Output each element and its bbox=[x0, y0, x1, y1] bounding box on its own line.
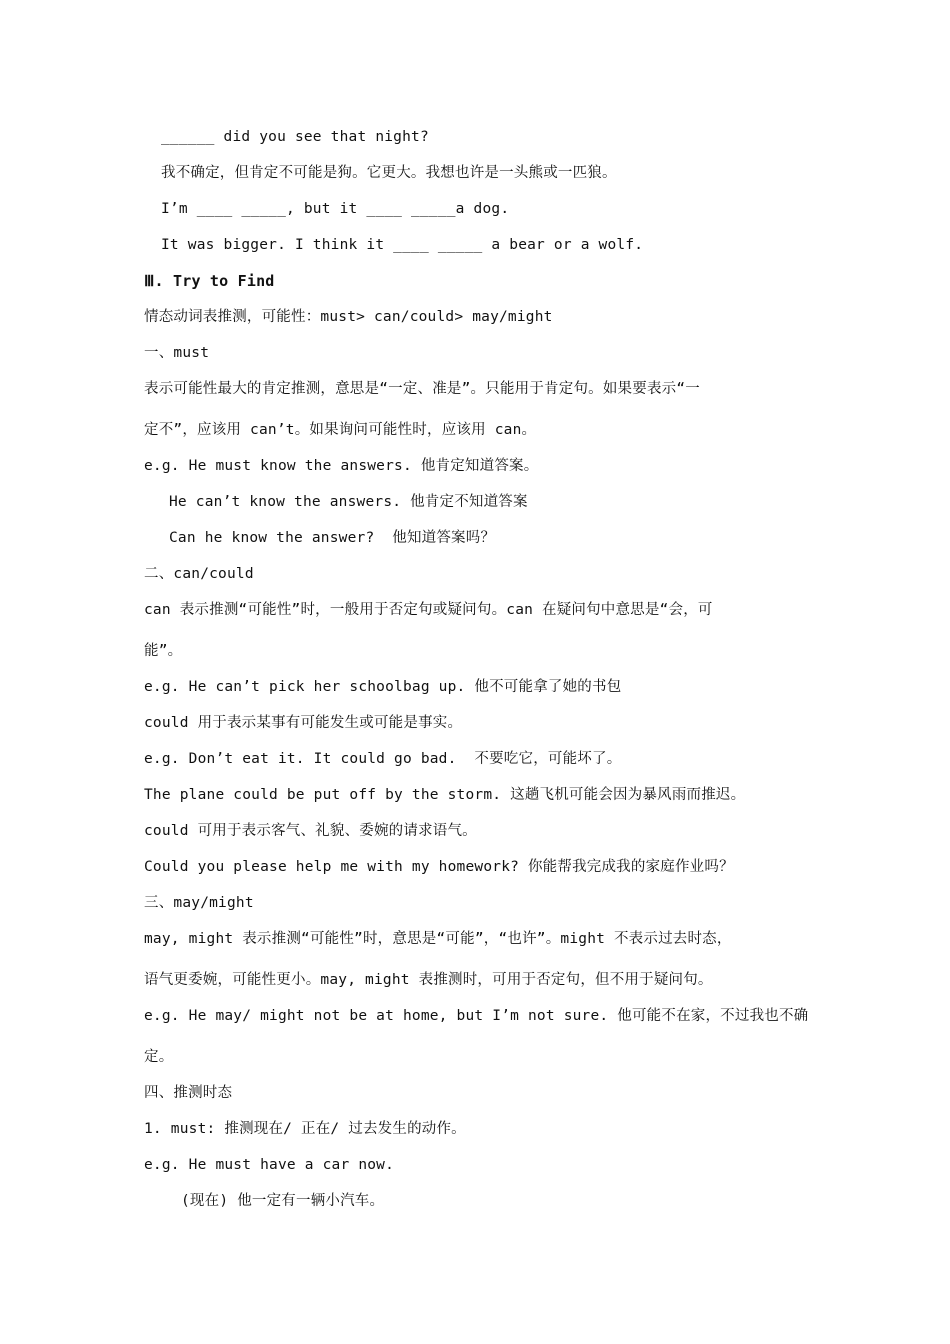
exercise-line-blank-1: I’m ____ _____, but it ____ _____a dog. bbox=[161, 201, 510, 217]
exercise-line-chinese: 我不确定，但肯定不可能是狗。它更大。我想也许是一头熊或一匹狼。 bbox=[161, 165, 617, 181]
subheading-must: 一、must bbox=[144, 345, 210, 361]
paragraph-line: 定不”，应该用 can’t。如果询问可能性时，应该用 can。 bbox=[144, 422, 537, 438]
example-line: 定。 bbox=[144, 1049, 174, 1065]
paragraph-line: could 用于表示某事有可能发生或可能是事实。 bbox=[144, 715, 463, 731]
example-line: Can he know the answer? 他知道答案吗？ bbox=[169, 530, 496, 546]
section-heading: Ⅲ. Try to Find bbox=[144, 272, 275, 290]
example-line: e.g. He must know the answers. 他肯定知道答案。 bbox=[144, 458, 539, 474]
exercise-line-question: ______ did you see that night? bbox=[161, 129, 429, 145]
example-line: Could you please help me with my homework? 你能帮我完成我的家庭作业吗？ bbox=[144, 859, 734, 875]
example-line: e.g. He may/ might not be at home, but I’m not sure. 他可能不在家，不过我也不确 bbox=[144, 1008, 809, 1024]
subheading-tense: 四、推测时态 bbox=[144, 1085, 233, 1101]
example-line: He can’t know the answers. 他肯定不知道答案 bbox=[169, 494, 528, 510]
example-line: e.g. He can’t pick her schoolbag up. 他不可能拿了她的书包 bbox=[144, 679, 622, 695]
list-item: 1. must: 推测现在/ 正在/ 过去发生的动作。 bbox=[144, 1121, 466, 1137]
paragraph-line: 能”。 bbox=[144, 643, 183, 659]
paragraph-line: can 表示推测“可能性”时，一般用于否定句或疑问句。can 在疑问句中意思是“会，可 bbox=[144, 602, 713, 618]
paragraph-line: could 可用于表示客气、礼貌、委婉的请求语气。 bbox=[144, 823, 477, 839]
subheading-may-might: 三、may/might bbox=[144, 895, 254, 911]
paragraph-line: 表示可能性最大的肯定推测，意思是“一定、准是”。只能用于肯定句。如果要表示“一 bbox=[144, 381, 700, 397]
example-line: (现在) 他一定有一辆小汽车。 bbox=[181, 1193, 385, 1209]
example-line: e.g. Don’t eat it. It could go bad. 不要吃它，可能坏了。 bbox=[144, 751, 622, 767]
example-line: The plane could be put off by the storm. 这趟飞机可能会因为暴风雨而推迟。 bbox=[144, 787, 746, 803]
exercise-line-blank-2: It was bigger. I think it ____ _____ a bear or a wolf. bbox=[161, 237, 644, 253]
intro-line: 情态动词表推测，可能性：must> can/could> may/might bbox=[144, 309, 553, 325]
subheading-can-could: 二、can/could bbox=[144, 566, 254, 582]
paragraph-line: may, might 表示推测“可能性”时，意思是“可能”，“也许”。might 不表示过去时态， bbox=[144, 931, 732, 947]
paragraph-line: 语气更委婉，可能性更小。may, might 表推测时，可用于否定句，但不用于疑问句。 bbox=[144, 972, 713, 988]
example-line: e.g. He must have a car now. bbox=[144, 1157, 395, 1173]
